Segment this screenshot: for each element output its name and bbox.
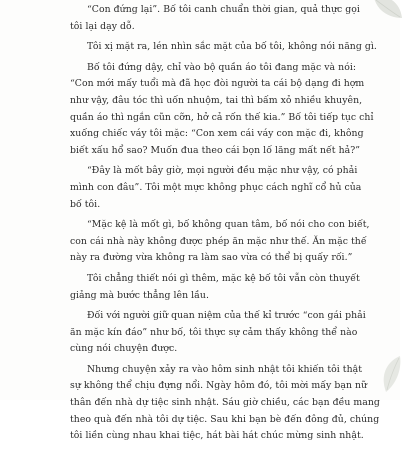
body-text [70,2,380,449]
text-line: “Con đứng lại”. Bố tôi canh chuẩn thời gian, quả thực gọi [87,4,360,15]
text-line: tôi lại dạy dỗ. [70,20,135,32]
text-line: con cái nhà này không được phép ăn mặc như thế. Ăn mặc thế [70,235,367,247]
paragraph [70,60,374,160]
text-line: giảng mà bước thẳng lên lầu. [70,289,209,301]
paragraph [70,2,360,35]
text-line: bố tôi. [70,198,101,210]
paragraph [70,271,360,304]
leaf-icon [376,354,404,394]
text-line: Bố tôi đứng dậy, chỉ vào bộ quần áo tôi đang mặc và nói: [87,61,357,73]
paragraph [70,217,370,267]
text-line: này ra đường vừa không ra làm sao vừa có thể bị quấy rối.” [70,252,353,264]
paragraph [70,163,362,213]
text-line: Nhưng chuyện xảy ra vào hôm sinh nhật tôi khiến tôi thật [87,363,362,375]
text-line: “Con mới mấy tuổi mà đã học đòi người ta cái bộ dạng đi hợm [70,78,365,90]
text-line: sự không thể chịu đựng nổi. Ngày hôm đó, tôi mời mấy bạn nữ [70,380,368,392]
text-line: như vậy, đâu tóc thì uốn nhuộm, tai thì bấm xỏ nhiều khuyên, [70,94,363,106]
text-line: mình con đâu”. Tôi một mực không phục cách nghĩ cổ hủ của [70,181,362,193]
paragraph [70,362,380,445]
text-line: Tôi chẳng thiết nói gì thêm, mặc kệ bố tôi vẫn còn thuyết [87,272,360,284]
leaf-icon [366,0,406,32]
text-line: theo quà đến nhà tôi dự tiệc. Sau khi bạn bè đến đông đủ, chúng [70,413,380,425]
text-line: cùng nói chuyện được. [70,343,178,355]
paragraph [70,308,366,358]
text-line: thân đến nhà dự tiệc sinh nhật. Sáu giờ chiều, các bạn đều mang [70,397,380,409]
text-line: “Mặc kệ là mốt gì, bố không quan tâm, bố nói cho con biết, [87,219,370,231]
text-line: quần áo thì ngắn cũn cỡn, hở cả rốn thế kia.” Bố tôi tiếp tục chỉ [70,111,374,123]
text-line: biết xấu hổ sao? Muốn đua theo cái bọn lố lăng mất nết hả?” [70,144,361,156]
text-line: xuống chiếc váy tôi mặc: “Con xem cái váy con mặc đi, không [70,128,364,140]
text-line: tôi liền cùng nhau khai tiệc, hát bài hát chúc mừng sinh nhật. [70,430,364,442]
text-line: ăn mặc kín đáo” như bố, tôi thực sự cảm thấy không thể nào [70,326,358,338]
text-line: “Đây là mốt bây giờ, mọi người đều mặc như vậy, có phải [87,165,358,177]
paragraph [70,39,377,56]
text-line: Đối với người giữ quan niệm của thế kỉ trước “con gái phải [87,310,366,322]
text-line: Tôi xị mặt ra, lén nhìn sắc mặt của bố tôi, không nói năng gì. [87,41,377,53]
